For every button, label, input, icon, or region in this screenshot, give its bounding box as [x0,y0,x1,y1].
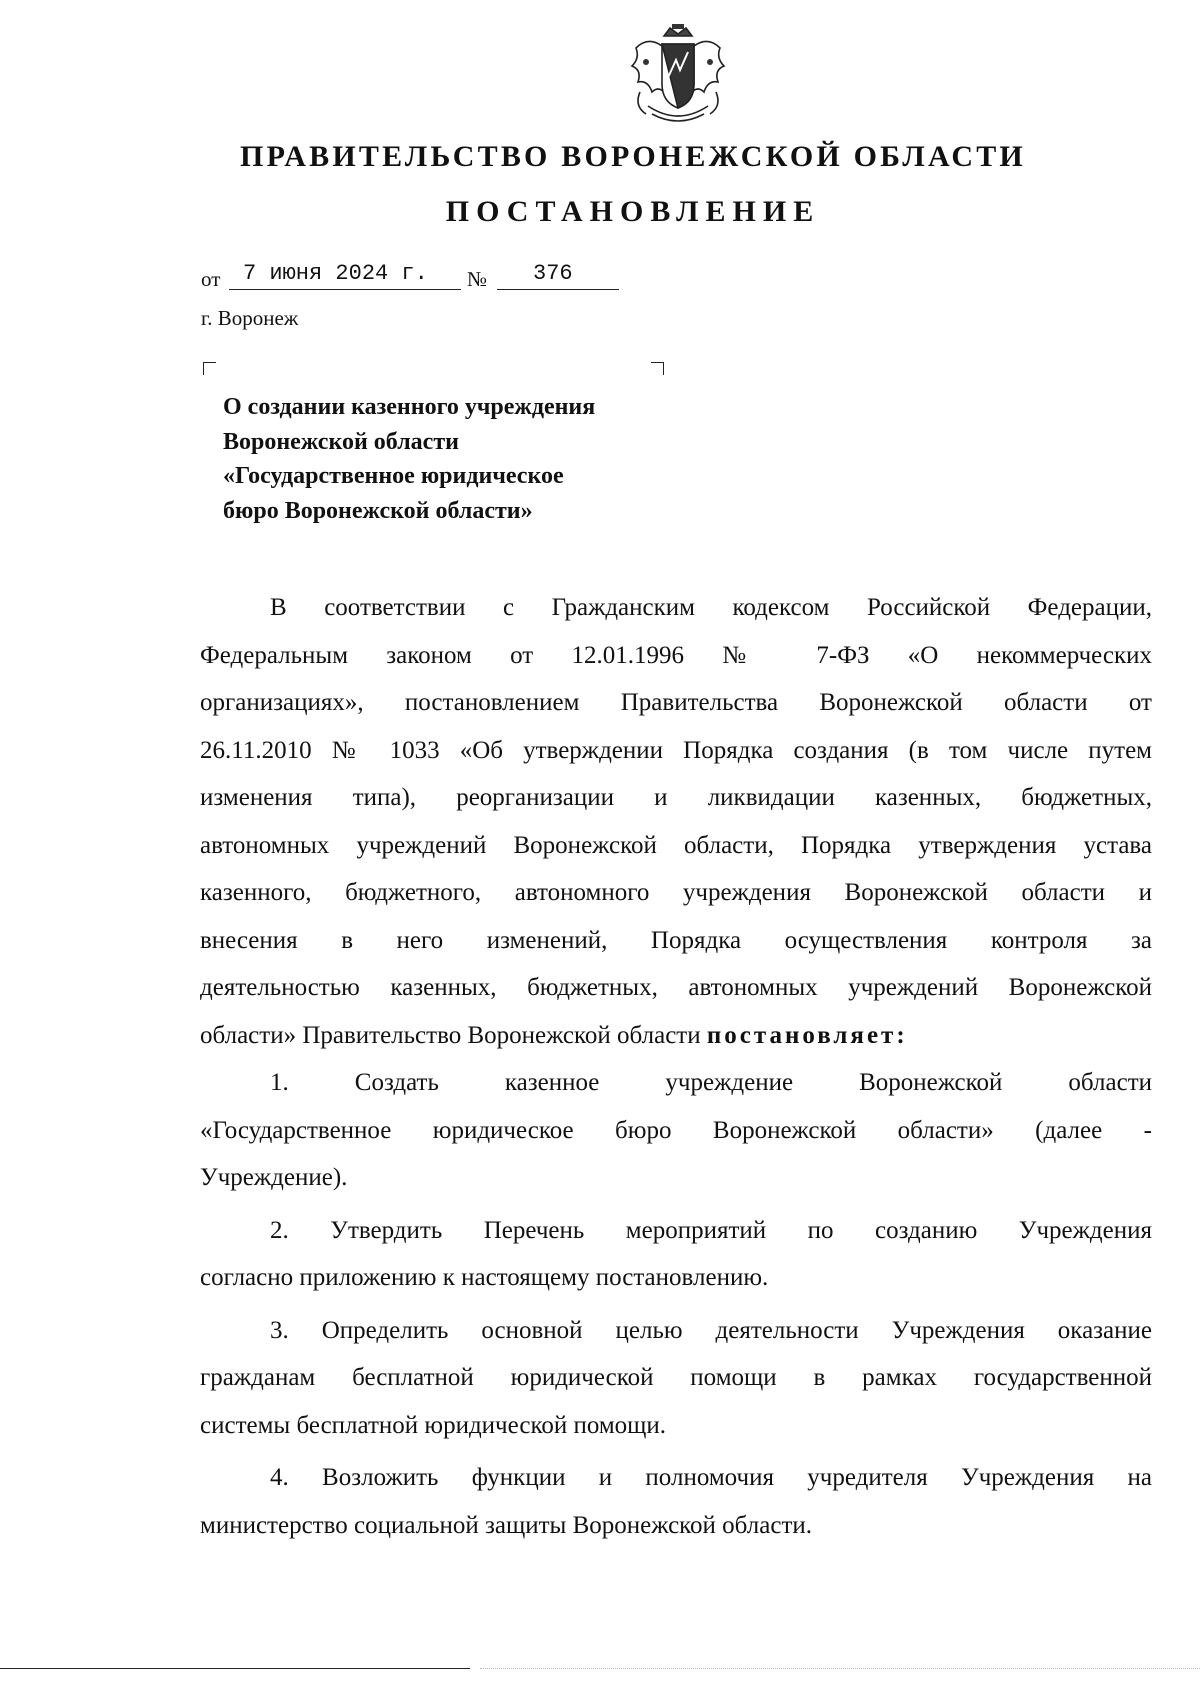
date-number-row [201,256,681,292]
decree-word: постановляет: [706,1021,908,1049]
document-number: 376 [533,261,573,286]
number-label: № [467,267,488,291]
body-line: «Государственное юридическое бюро Воронежской области» (далее - [200,1116,1152,1144]
coat-of-arms-emblem [626,22,730,132]
body-line: 3. Определить основной целью деятельности Учреждения оказание [270,1316,1152,1344]
subject-line: Воронежской области [223,428,459,455]
item-2-paragraph [200,1207,1152,1302]
body-line: В соответствии с Гражданским кодексом Российской Федерации, [270,594,1152,621]
body-line: Учреждение). [200,1164,348,1191]
item-3-paragraph [200,1307,1152,1450]
body-line: 1. Создать казенное учреждение Воронежской области [270,1069,1152,1096]
body-line: системы бесплатной юридической помощи. [200,1411,667,1439]
body-line-text: области» Правительство Воронежской области [200,1021,701,1049]
body-line: автономных учреждений Воронежской области, Порядка утверждения устава [200,831,1152,859]
city-name: г. Воронеж [201,306,299,330]
body-line: внесения в него изменений, Порядка осуществления контроля за [200,926,1152,954]
page-bottom-dotted-rule [480,1668,1200,1669]
body-line: организациях», постановлением Правительства Воронежской области от [200,689,1152,716]
subject-corner-left [203,362,216,375]
document-subject [223,390,683,528]
body-line: министерство социальной защиты Воронежской области. [200,1511,812,1539]
body-line: 4. Возложить функции и полномочия учредителя Учреждения на [270,1464,1152,1491]
body-line: 26.11.2010 № 1033 «Об утверждении Порядка создания (в том числе путем [200,736,1152,764]
document-body [200,584,1152,1549]
subject-line: «Государственное юридическое [223,463,564,489]
body-line [200,1012,1152,1060]
body-line: гражданам бесплатной юридической помощи в рамках государственной [200,1364,1152,1391]
subject-line: О создании казенного учреждения [223,394,596,420]
document-date: 7 июня 2024 г. [243,261,428,286]
government-title: ПРАВИТЕЛЬСТВО ВОРОНЕЖСКОЙ ОБЛАСТИ [240,140,1026,173]
body-line: 2. Утвердить Перечень мероприятий по созданию Учреждения [270,1216,1152,1244]
item-1-paragraph [200,1059,1152,1202]
body-line: казенного, бюджетного, автономного учреждения Воронежской области и [200,879,1152,906]
body-line: изменения типа), реорганизации и ликвидации казенных, бюджетных, [200,784,1152,811]
page-bottom-rule [0,1668,470,1669]
preamble-paragraph [200,584,1152,1059]
document-type: ПОСТАНОВЛЕНИЕ [445,195,821,228]
subject-corner-right [651,362,664,375]
date-prefix-label: от [201,267,221,291]
item-4-paragraph [200,1454,1152,1549]
subject-line: бюро Воронежской области» [223,497,533,524]
body-line: Федеральным законом от 12.01.1996 № 7-ФЗ «О некоммерческих [200,641,1152,669]
body-line: деятельностью казенных, бюджетных, автономных учреждений Воронежской [200,974,1152,1001]
body-line: согласно приложению к настоящему постановлению. [200,1264,769,1291]
